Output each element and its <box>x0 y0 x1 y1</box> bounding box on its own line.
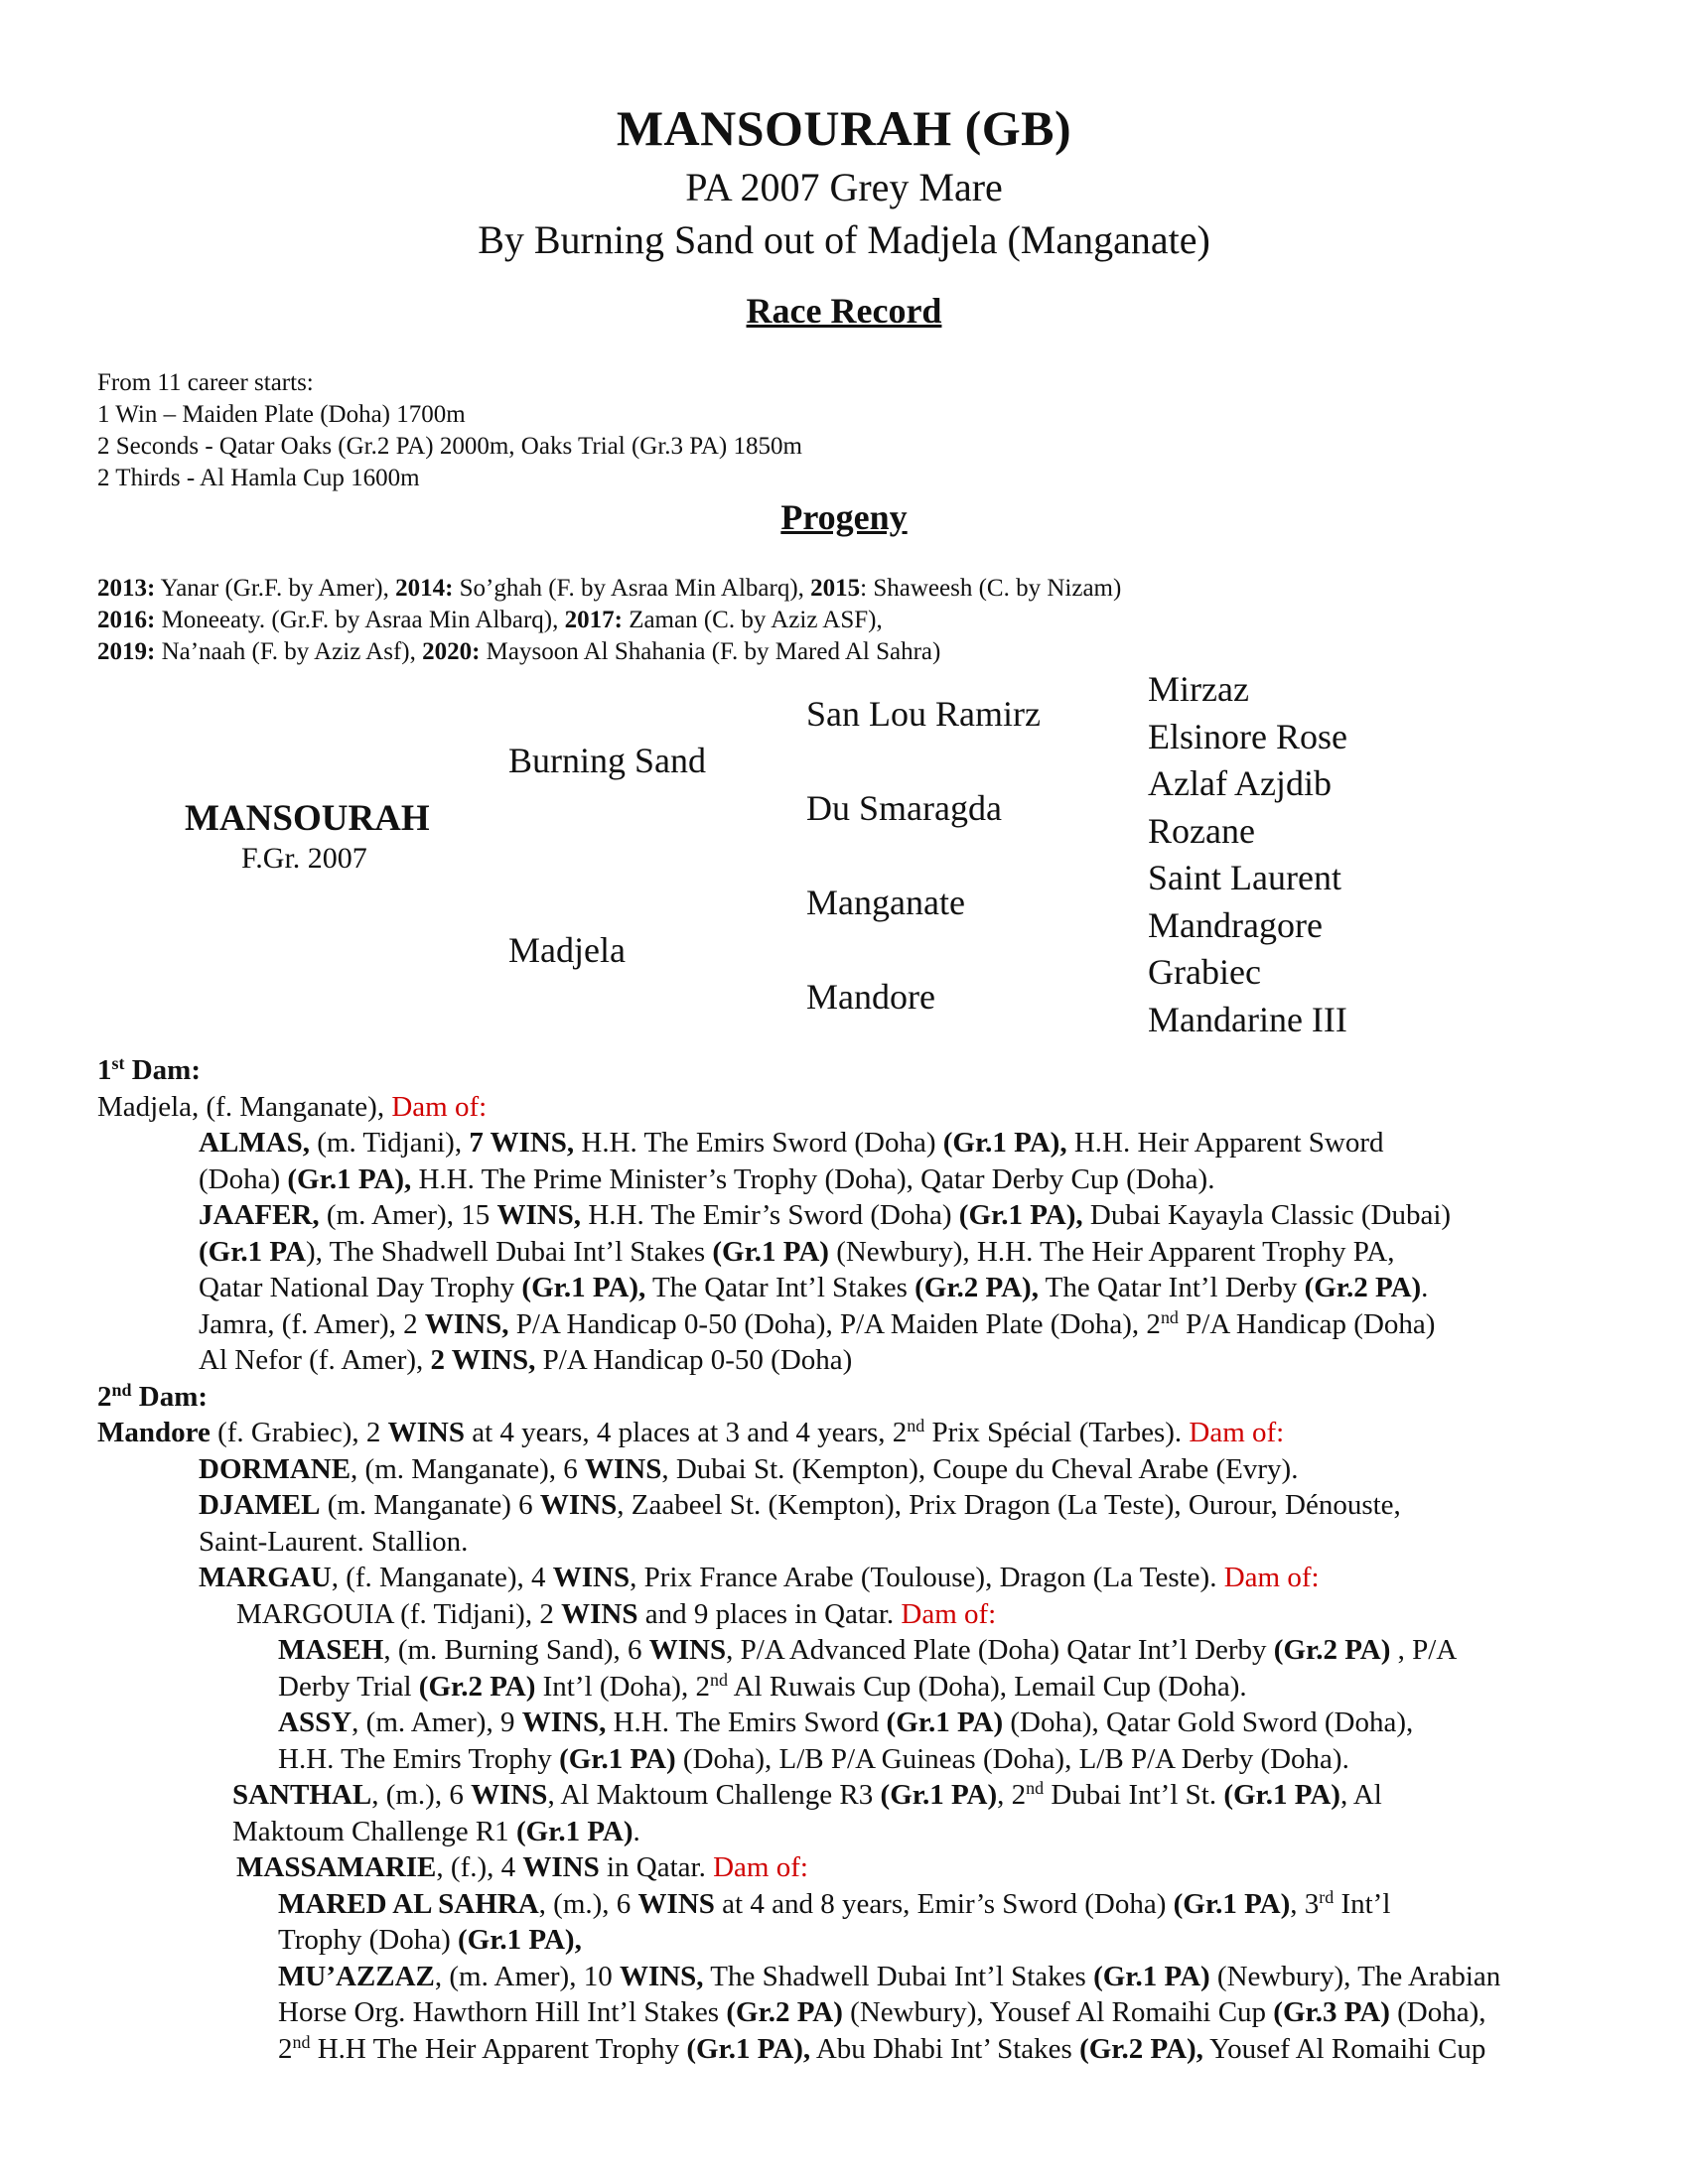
dam-of-label: Dam of: <box>713 1851 808 1883</box>
note-text: . <box>1421 1272 1429 1303</box>
note-text: (Gr.2 PA) <box>1273 1634 1391 1666</box>
progeny-entry: So’ghah (F. by Asraa Min Albarq), <box>453 575 811 602</box>
note-text: The Qatar Int’l Stakes <box>645 1272 915 1303</box>
note-text: DJAMEL <box>199 1489 321 1521</box>
note-text: (Gr.2 PA), <box>914 1272 1039 1303</box>
note-text: WINS <box>387 1417 465 1448</box>
note-text: WINS, <box>619 1960 704 1992</box>
note-text: (Doha), L/B P/A Guineas (Doha), L/B P/A Derby (Doha). <box>675 1742 1349 1775</box>
note-text: (Gr.1 PA) <box>515 1815 633 1847</box>
note-text: P/A Handicap 0-50 (Doha) <box>535 1344 853 1376</box>
ordinal-suffix: st <box>111 1053 125 1074</box>
dam-of-label: Dam of: <box>1223 1562 1320 1593</box>
note-text: Dubai Kayayla Classic (Dubai) <box>1082 1199 1452 1231</box>
pedigree-grandparent: Du Smaragda <box>806 788 1002 828</box>
progeny-entry: Yanar (Gr.F. by Amer), <box>155 575 396 602</box>
horse-subtitle-breeding: By Burning Sand out of Madjela (Manganate) <box>478 217 1210 262</box>
note-text: in Qatar. <box>599 1851 714 1883</box>
note-text: WINS, <box>496 1199 582 1231</box>
note-text: Mandore <box>97 1417 211 1448</box>
note-text: (Gr.1 PA), <box>686 2032 811 2065</box>
pedigree-great-grandparent: Mirzaz <box>1148 669 1249 709</box>
race-record-line: 2 Thirds - Al Hamla Cup 1600m <box>97 465 420 491</box>
note-text: (Gr.1 PA), <box>958 1199 1083 1231</box>
note-text: (Doha) <box>199 1162 288 1195</box>
ordinal-suffix: nd <box>709 1669 728 1690</box>
pedigree-grandparent: San Lou Ramirz <box>806 694 1041 734</box>
note-text: Dam: <box>131 1380 209 1413</box>
note-text: WINS <box>522 1851 600 1883</box>
progeny-line <box>97 636 940 668</box>
note-text: The Shadwell Dubai Int’l Stakes <box>703 1960 1094 1992</box>
pedigree-note-line <box>97 1089 487 1126</box>
ordinal-suffix: nd <box>111 1379 132 1400</box>
pedigree-note-line <box>199 1560 1320 1596</box>
note-text: , (f. Manganate), 4 <box>331 1562 553 1593</box>
dam-of-label: Dam of: <box>1189 1417 1285 1448</box>
race-record-line: 1 Win – Maiden Plate (Doha) 1700m <box>97 401 466 428</box>
note-text: Madjela, (f. Manganate), <box>97 1090 392 1123</box>
note-text: , (m. Burning Sand), 6 <box>383 1634 649 1666</box>
note-text: Saint-Laurent. Stallion. <box>199 1525 469 1558</box>
note-text: MASEH <box>278 1634 384 1666</box>
note-text: . <box>633 1815 640 1847</box>
progeny-entry: Maysoon Al Shahania (F. by Mared Al Sahra) <box>480 638 941 665</box>
progeny-year: 2019: <box>97 638 156 665</box>
note-text: (Gr.1 PA) <box>712 1235 829 1268</box>
note-text: 2 <box>278 2032 293 2065</box>
pedigree-dam: Madjela <box>508 930 626 970</box>
note-text: Int’l <box>1334 1887 1391 1920</box>
pedigree-note-line <box>97 1379 208 1419</box>
pedigree-note-line <box>278 2031 1485 2071</box>
pedigree-note-line <box>199 1125 1384 1161</box>
note-text: Derby Trial <box>278 1670 419 1703</box>
pedigree-great-grandparent: Grabiec <box>1148 952 1261 992</box>
note-text: Trophy (Doha) <box>278 1924 458 1956</box>
note-text: Prix Spécial (Tarbes). <box>924 1417 1190 1448</box>
note-text: at 4 years, 4 places at 3 and 4 years, 2 <box>464 1417 908 1448</box>
note-text: (Gr.1 PA) <box>1173 1887 1291 1920</box>
note-text: WINS, <box>424 1307 509 1340</box>
pedigree-note-line <box>199 1234 1394 1271</box>
ordinal-suffix: rd <box>1319 1886 1335 1907</box>
note-text: (Gr.2 PA), <box>1079 2032 1203 2065</box>
note-text: , Dubai St. (Kempton), Coupe du Cheval Arabe (Evry). <box>661 1452 1299 1485</box>
note-text: WINS <box>552 1562 631 1593</box>
pedigree-note-line <box>278 1705 1413 1741</box>
note-text: 2 <box>97 1380 112 1413</box>
note-text: (Gr.1 PA), <box>521 1272 646 1303</box>
dam-of-label: Dam of: <box>391 1090 488 1123</box>
race-record-line: From 11 career starts: <box>97 369 314 396</box>
pedigree-note-line <box>199 1342 852 1379</box>
pedigree-note-line <box>199 1197 1451 1234</box>
note-text: Al Nefor (f. Amer), <box>199 1344 431 1376</box>
note-text: MASSAMARIE <box>236 1851 437 1883</box>
note-text: and 9 places in Qatar. <box>637 1597 902 1630</box>
pedigree-sire: Burning Sand <box>508 741 707 780</box>
pedigree-note-line <box>278 1959 1500 1995</box>
note-text: , (m. Manganate), 6 <box>351 1452 585 1485</box>
note-text: (Newbury), Yousef Al Romaihi Cup <box>842 1996 1274 2028</box>
pedigree-note-line <box>232 1777 1382 1817</box>
note-text: (Gr.1 PA <box>199 1235 306 1268</box>
note-text: DORMANE <box>199 1452 352 1485</box>
note-text: H.H The Heir Apparent Trophy <box>310 2032 687 2065</box>
pedigree-great-grandparent: Rozane <box>1148 811 1255 851</box>
race-record-line: 2 Seconds - Qatar Oaks (Gr.2 PA) 2000m, Oaks Trial (Gr.3 PA) 1850m <box>97 433 802 460</box>
pedigree-note-line <box>199 1306 1435 1346</box>
note-text: Qatar National Day Trophy <box>199 1272 522 1303</box>
note-text: H.H. Heir Apparent Sword <box>1066 1127 1384 1159</box>
note-text: Horse Org. Hawthorn Hill Int’l Stakes <box>278 1996 727 2028</box>
note-text: Int’l (Doha), 2 <box>535 1670 710 1703</box>
note-text: (Gr.3 PA) <box>1273 1996 1390 2028</box>
note-text: Dubai Int’l St. <box>1044 1779 1224 1811</box>
note-text: MU’AZZAZ <box>278 1960 435 1992</box>
note-text: , (m. Amer), 10 <box>434 1960 620 1992</box>
note-text: , (m.), 6 <box>371 1779 472 1811</box>
note-text: WINS <box>539 1489 618 1521</box>
note-text: (f. Grabiec), 2 <box>210 1417 388 1448</box>
pedigree-note-line <box>278 1994 1486 2031</box>
progeny-heading: Progeny <box>780 497 908 537</box>
note-text: MARGOUIA (f. Tidjani), 2 <box>236 1597 562 1630</box>
pedigree-note-line <box>278 1886 1390 1926</box>
progeny-entry: Na’naah (F. by Aziz Asf), <box>155 638 423 665</box>
progeny-entry: : Shaweesh (C. by Nizam) <box>860 575 1122 602</box>
note-text: MARED AL SAHRA <box>278 1887 539 1920</box>
note-text: , (m. Amer), 9 <box>352 1706 522 1738</box>
note-text: ), The Shadwell Dubai Int’l Stakes <box>305 1235 713 1268</box>
pedigree-great-grandparent: Azlaf Azjdib <box>1148 763 1332 803</box>
pedigree-horse-detail: F.Gr. 2007 <box>241 842 367 875</box>
note-text: (Gr.1 PA), <box>287 1162 412 1195</box>
note-text: (m. Manganate) 6 <box>320 1489 540 1521</box>
note-text: (m. Tidjani), <box>309 1127 470 1159</box>
note-text: , Prix France Arabe (Toulouse), Dragon (La Teste). <box>630 1562 1224 1593</box>
note-text: (Gr.1 PA) <box>886 1706 1004 1738</box>
note-text: H.H. The Emirs Trophy <box>278 1742 560 1775</box>
note-text: Jamra, (f. Amer), 2 <box>199 1307 425 1340</box>
pedigree-note-line <box>199 1161 1214 1198</box>
pedigree-note-line <box>236 1596 996 1633</box>
note-text: H.H. The Prime Minister’s Trophy (Doha), Qatar Derby Cup (Doha). <box>411 1162 1215 1195</box>
ordinal-suffix: nd <box>292 2031 311 2052</box>
progeny-year: 2015 <box>810 575 861 602</box>
pedigree-great-grandparent: Mandarine III <box>1148 1000 1347 1039</box>
note-text: , (f.), 4 <box>436 1851 523 1883</box>
note-text: The Qatar Int’l Derby <box>1038 1272 1305 1303</box>
progeny-entry: Moneeaty. (Gr.F. by Asraa Min Albarq), <box>155 607 565 633</box>
note-text: , Zaabeel St. (Kempton), Prix Dragon (La Teste), Ourour, Dénouste, <box>617 1489 1401 1521</box>
progeny-line <box>97 573 1121 605</box>
note-text: (Gr.1 PA) <box>880 1779 998 1811</box>
progeny-year: 2016: <box>97 607 156 633</box>
note-text: , (m.), 6 <box>538 1887 638 1920</box>
pedigree-note-line <box>278 1741 1349 1778</box>
note-text: (Doha), <box>1389 1996 1486 2028</box>
progeny-year: 2017: <box>564 607 623 633</box>
note-text: (Newbury), H.H. The Heir Apparent Trophy PA, <box>828 1235 1395 1268</box>
note-text: 7 WINS, <box>469 1127 575 1159</box>
ordinal-suffix: nd <box>1160 1306 1179 1327</box>
note-text: Yousef Al Romaihi Cup <box>1202 2032 1486 2065</box>
note-text: ALMAS, <box>199 1127 310 1159</box>
note-text: , Al Maktoum Challenge R3 <box>547 1779 881 1811</box>
pedigree-great-grandparent: Mandragore <box>1148 905 1323 945</box>
note-text: WINS <box>561 1597 638 1630</box>
horse-subtitle-breed: PA 2007 Grey Mare <box>685 165 1003 209</box>
pedigree-note-line <box>199 1451 1298 1488</box>
pedigree-great-grandparent: Elsinore Rose <box>1148 717 1347 756</box>
note-text: (Gr.2 PA) <box>726 1996 843 2028</box>
note-text: WINS <box>471 1779 548 1811</box>
pedigree-note-line <box>278 1922 582 1959</box>
pedigree-grandparent: Mandore <box>806 977 935 1017</box>
note-text: (Newbury), The Arabian <box>1209 1960 1501 1992</box>
note-text: (Gr.2 PA) <box>418 1670 536 1703</box>
pedigree-grandparent: Manganate <box>806 883 965 922</box>
pedigree-note-line <box>199 1524 468 1561</box>
note-text: P/A Handicap 0-50 (Doha), P/A Maiden Plate (Doha), 2 <box>508 1307 1161 1340</box>
dam-of-label: Dam of: <box>901 1597 997 1630</box>
progeny-year: 2014: <box>395 575 454 602</box>
note-text: SANTHAL <box>232 1779 372 1811</box>
note-text: (Gr.1 PA), <box>942 1127 1067 1159</box>
pedigree-horse-name: MANSOURAH <box>185 798 430 839</box>
note-text: WINS <box>637 1887 715 1920</box>
note-text: (Gr.1 PA) <box>559 1742 676 1775</box>
ordinal-suffix: nd <box>907 1416 925 1436</box>
note-text: Dam: <box>124 1054 201 1086</box>
note-text: 1 <box>97 1054 112 1086</box>
pedigree-note-line <box>278 1669 1247 1708</box>
note-text: (Gr.1 PA), <box>457 1924 582 1956</box>
note-text: H.H. The Emirs Sword (Doha) <box>574 1127 943 1159</box>
note-text: ASSY <box>278 1706 352 1738</box>
pedigree-note-line <box>199 1487 1401 1524</box>
pedigree-great-grandparent: Saint Laurent <box>1148 858 1341 897</box>
horse-title: MANSOURAH (GB) <box>616 100 1072 156</box>
progeny-year: 2020: <box>422 638 481 665</box>
note-text: Abu Dhabi Int’ Stakes <box>810 2032 1080 2065</box>
note-text: Maktoum Challenge R1 <box>232 1815 516 1847</box>
pedigree-note-line <box>97 1052 201 1092</box>
pedigree-note-line <box>236 1849 808 1886</box>
note-text: WINS <box>648 1634 727 1666</box>
race-record-heading: Race Record <box>746 291 942 331</box>
note-text: P/A Handicap (Doha) <box>1178 1307 1436 1340</box>
note-text: WINS <box>585 1452 662 1485</box>
note-text: MARGAU <box>199 1562 332 1593</box>
note-text: (Gr.2 PA) <box>1304 1272 1422 1303</box>
ordinal-suffix: nd <box>1026 1778 1045 1799</box>
pedigree-note-line <box>232 1814 640 1850</box>
pedigree-note-line <box>199 1270 1428 1306</box>
progeny-line <box>97 605 883 636</box>
note-text: H.H. The Emir’s Sword (Doha) <box>581 1199 959 1231</box>
pedigree-note-line <box>278 1632 1457 1669</box>
note-text: (Gr.1 PA) <box>1093 1960 1210 1992</box>
progeny-entry: Zaman (C. by Aziz ASF), <box>622 607 883 633</box>
note-text: H.H. The Emirs Sword <box>606 1706 887 1738</box>
note-text: , P/A Advanced Plate (Doha) Qatar Int’l Derby <box>726 1634 1274 1666</box>
note-text: (Doha), Qatar Gold Sword (Doha), <box>1003 1706 1414 1738</box>
note-text: WINS, <box>521 1706 607 1738</box>
note-text: , 2 <box>997 1779 1027 1811</box>
pedigree-note-line <box>97 1415 1284 1454</box>
note-text: JAAFER, <box>199 1199 320 1231</box>
note-text: , P/A <box>1390 1634 1458 1666</box>
note-text: , Al <box>1339 1779 1382 1811</box>
note-text: (Gr.1 PA) <box>1223 1779 1340 1811</box>
note-text: Al Ruwais Cup (Doha), Lemail Cup (Doha). <box>727 1670 1247 1703</box>
note-text: (m. Amer), 15 <box>319 1199 497 1231</box>
note-text: , 3 <box>1290 1887 1320 1920</box>
note-text: at 4 and 8 years, Emir’s Sword (Doha) <box>714 1887 1174 1920</box>
progeny-year: 2013: <box>97 575 156 602</box>
note-text: 2 WINS, <box>430 1344 536 1376</box>
